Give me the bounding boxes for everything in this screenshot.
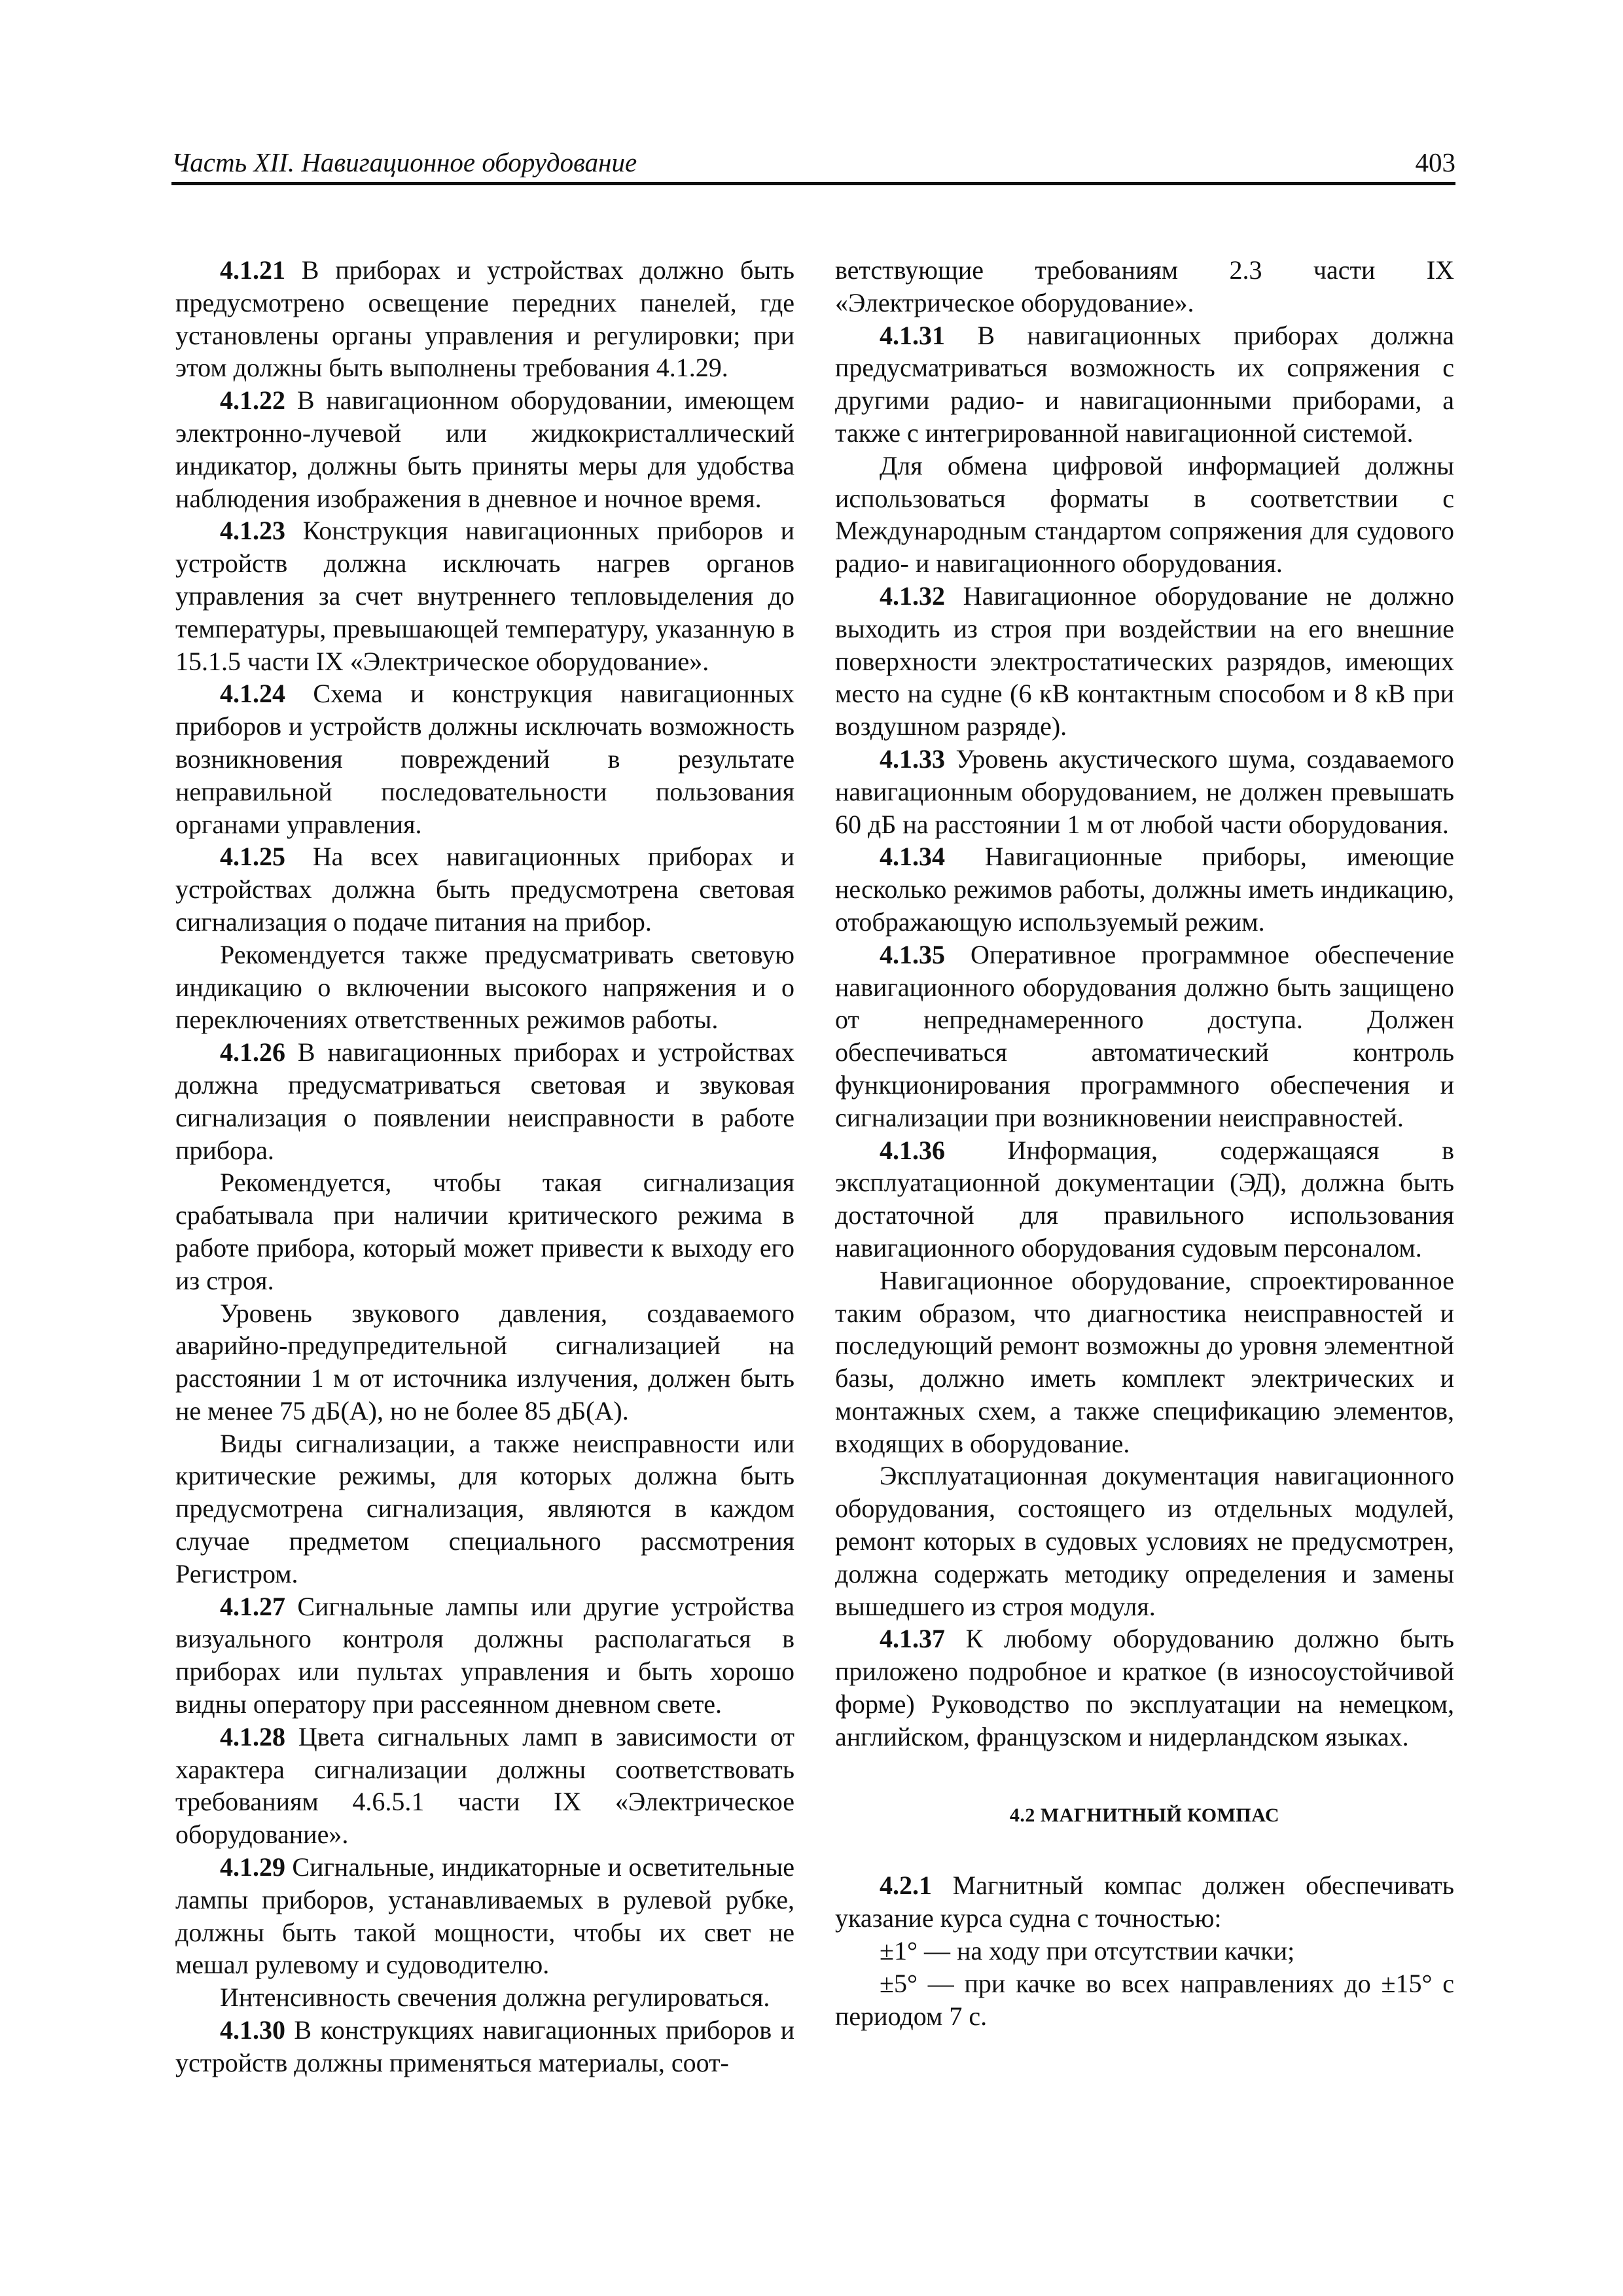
paragraph: 4.1.27 Сигнальные лампы или другие устройства визуального контроля должны располагаться в приборах или пультах управления и быть хорошо видны оператору при рассеянном дневном свете. (175, 1591, 794, 1719)
clause-number: 4.1.22 (220, 386, 285, 416)
clause-number: 4.2.1 (880, 1871, 932, 1901)
header-title: Часть XII. Навигационное оборудование (171, 147, 637, 177)
paragraph: 4.1.22 В навигационном оборудовании, имеющем электронно-лучевой или жидкокристаллический индикатор, должны быть приняты меры для удобства наблюдения изображения в дневное и ночное время. (175, 386, 794, 513)
paragraph: 4.1.34 Навигационные приборы, имеющие несколько режимов работы, должны иметь индикацию, отображающую используемый режим. (835, 842, 1454, 937)
paragraph: 4.1.21 В приборах и устройствах должно быть предусмотрено освещение передних панелей, где установлены органы управления и регулировки; при этом должны быть выполнены требования 4.1.29. (175, 255, 794, 383)
paragraph: Рекомендуется также предусматривать световую индикацию о включении высокого напряжения и о переключениях ответственных режимов работы. (175, 939, 794, 1035)
running-header (171, 139, 1455, 185)
paragraph: 4.1.31 В навигационных приборах должна предусматриваться возможность их сопряжения с другими радио- и навигационными приборами, а также с интегрированной навигационной системой. (835, 320, 1454, 448)
continued-paragraph: ветствующие требованиям 2.3 части IX «Электрическое оборудование». (835, 255, 1454, 317)
clause-number: 4.1.25 (220, 842, 285, 872)
paragraph: Интенсивность свечения должна регулироваться. (220, 1982, 770, 2013)
list-item: ±1° — на ходу при отсутствии качки; (880, 1936, 1295, 1966)
clause-number: 4.1.31 (880, 320, 945, 350)
paragraph: 4.1.32 Навигационное оборудование не должно выходить из строя при воздействии на его внешние поверхности электростатических разрядов, имеющих место на судне (6 кВ контактным способом и 8 кВ при воздушном разряде). (835, 581, 1454, 742)
paragraph: 4.1.36 Информация, содержащаяся в эксплуатационной документации (ЭД), должна быть достаточной для правильного использования навигационного оборудования судовым персоналом. (835, 1135, 1454, 1263)
clause-number: 4.1.26 (220, 1037, 285, 1067)
paragraph: Рекомендуется, чтобы такая сигнализация срабатывала при наличии критического режима в работе прибора, который может привести к выходу его из строя. (175, 1168, 794, 1295)
paragraph: 4.2.1 Магнитный компас должен обеспечивать указание курса судна с точностью: (835, 1871, 1454, 1933)
paragraph: 4.1.29 Сигнальные, индикаторные и осветительные лампы приборов, устанавливаемых в рулевой рубке, должны быть такой мощности, чтобы их свет не мешал рулевому и судоводителю. (175, 1852, 794, 1980)
paragraph: Виды сигнализации, а также неисправности или критические режимы, для которых должна быть предусмотрена сигнализация, являются в каждом случае предметом специального рассмотрения Регистром. (175, 1428, 794, 1588)
clause-number: 4.1.29 (220, 1852, 285, 1882)
paragraph: 4.1.26 В навигационных приборах и устройствах должна предусматриваться световая и звуковая сигнализация о появлении неисправности в работе прибора. (175, 1037, 794, 1165)
clause-number: 4.1.36 (880, 1135, 945, 1165)
clause-number: 4.1.32 (880, 581, 945, 611)
paragraph: 4.1.28 Цвета сигнальных ламп в зависимости от характера сигнализации должны соответствовать требованиям 4.6.5.1 части IX «Электрическое оборудование». (175, 1721, 794, 1850)
clause-number: 4.1.37 (880, 1624, 945, 1654)
page-number: 403 (1415, 147, 1455, 177)
paragraph: Для обмена цифровой информацией должны использоваться форматы в соответствии с Международным стандартом сопряжения для судового радио- и навигационного оборудования. (835, 450, 1454, 579)
clause-number: 4.1.27 (220, 1591, 285, 1621)
left-column (175, 254, 794, 2079)
list-item: ±5° — при качке во всех направлениях до ±15° с периодом 7 с. (835, 1968, 1454, 2031)
clause-number: 4.1.34 (880, 842, 945, 872)
paragraph: 4.1.33 Уровень акустического шума, создаваемого навигационным оборудованием, не должен превышать 60 дБ на расстоянии 1 м от любой части оборудования. (835, 744, 1454, 839)
paragraph: 4.1.37 К любому оборудованию должно быть приложено подробное и краткое (в износоустойчивой форме) Руководство по эксплуатации на немецком, английском, французском и нидерландском языках. (835, 1624, 1454, 1751)
paragraph: 4.1.24 Схема и конструкция навигационных приборов и устройств должны исключать возможность возникновения повреждений в результате неправильной последовательности пользования органами управления. (175, 679, 794, 839)
paragraph: 4.1.35 Оперативное программное обеспечение навигационного оборудования должно быть защищено от непреднамеренного доступа. Должен обеспечиваться автоматический контроль функционирования программного обеспечения и сигнализации при возникновении неисправностей. (835, 939, 1454, 1132)
clause-number: 4.1.33 (880, 744, 945, 774)
paragraph: 4.1.23 Конструкция навигационных приборов и устройств должна исключать нагрев органов управления за счет внутреннего тепловыделения до температуры, превышающей температуру, указанную в 15.1.5 части IX «Электрическое оборудование». (175, 516, 794, 676)
clause-number: 4.1.21 (220, 255, 285, 285)
paragraph: 4.1.25 На всех навигационных приборах и устройствах должна быть предусмотрена световая сигнализация о подаче питания на прибор. (175, 842, 794, 937)
clause-number: 4.1.28 (220, 1721, 285, 1751)
section-heading: 4.2 МАГНИТНЫЙ КОМПАС (1009, 1804, 1280, 1826)
paragraph: 4.1.30 В конструкциях навигационных приборов и устройств должны применяться материалы, соот- (175, 2015, 794, 2077)
clause-number: 4.1.23 (220, 516, 285, 546)
right-column (835, 254, 1454, 2032)
clause-number: 4.1.24 (220, 679, 285, 709)
paragraph: Навигационное оборудование, спроектированное таким образом, что диагностика неисправностей и последующий ремонт возможны до уровня элементной базы, должно иметь комплект электрических и монтажных схем, а также спецификацию элементов, входящих в оборудование. (835, 1265, 1454, 1458)
clause-number: 4.1.30 (220, 2015, 285, 2045)
paragraph: Уровень звукового давления, создаваемого аварийно-предупредительной сигнализацией на расстоянии 1 м от источника излучения, должен быть не менее 75 дБ(А), но не более 85 дБ(А). (175, 1298, 794, 1426)
clause-number: 4.1.35 (880, 939, 945, 969)
paragraph: Эксплуатационная документация навигационного оборудования, состоящего из отдельных модулей, ремонт которых в судовых условиях не предусмотрен, должна содержать методику определения и замены вышедшего из строя модуля. (835, 1461, 1454, 1621)
